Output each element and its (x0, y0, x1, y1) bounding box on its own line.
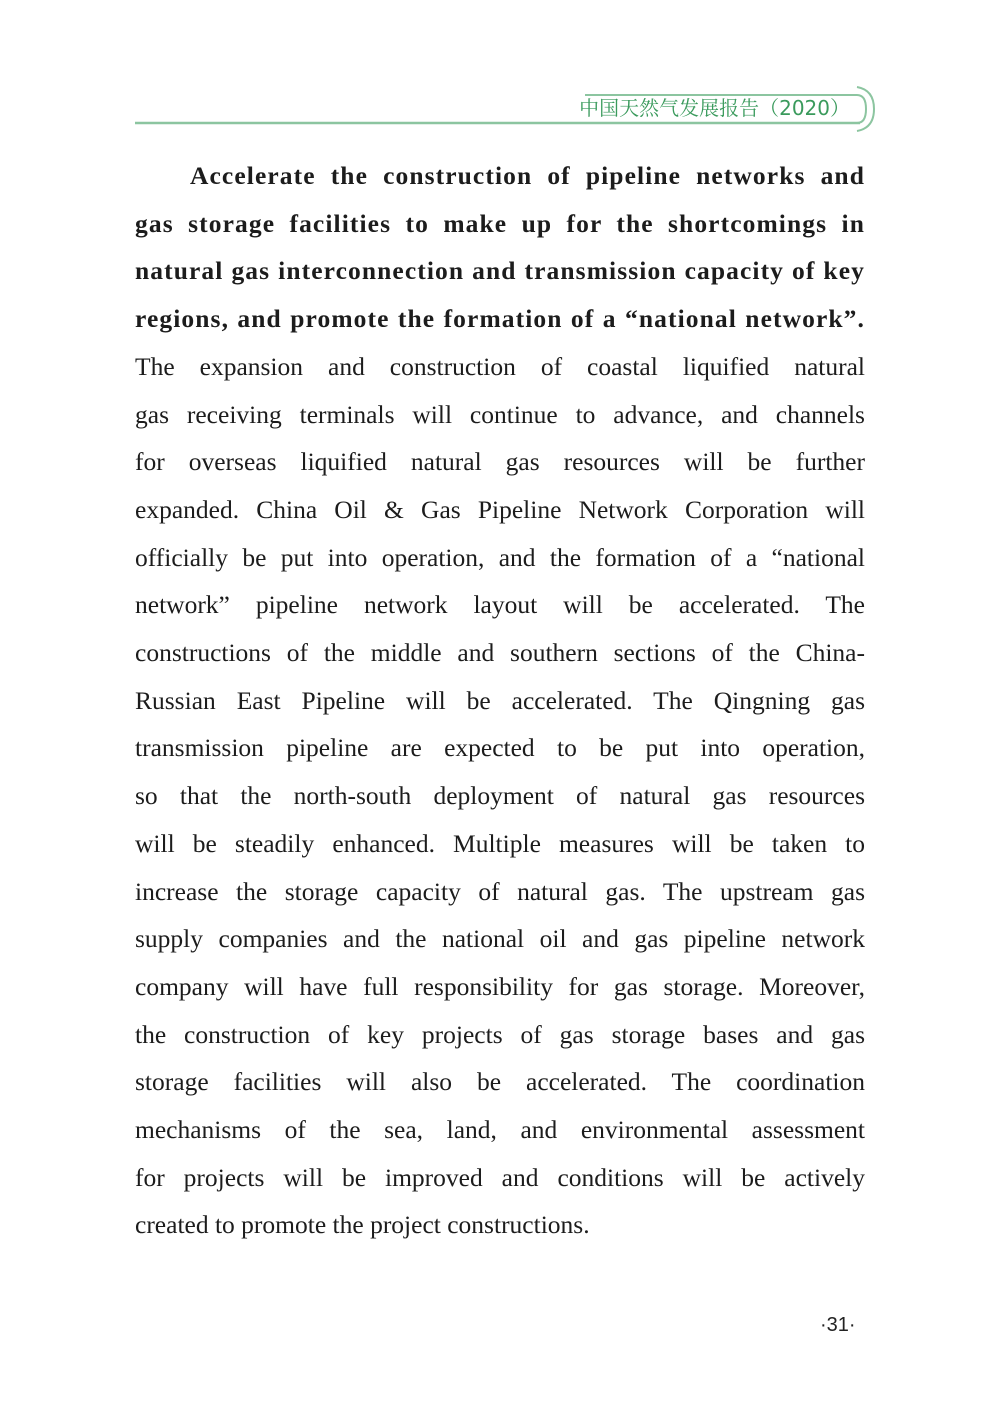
running-header (0, 0, 1000, 140)
lead-sentence-line: natural gas interconnection and transmission capacity of key (135, 256, 865, 286)
text-line: Russian East Pipeline will be accelerated. The Qingning gas (135, 685, 865, 715)
text-line: created to promote the project constructions. (135, 1210, 590, 1240)
body-paragraph (135, 152, 865, 1249)
text-line: supply companies and the national oil and gas pipeline network (135, 924, 865, 954)
text-line: storage facilities will also be accelerated. The coordination (135, 1067, 865, 1097)
text-line: the construction of key projects of gas storage bases and gas (135, 1019, 865, 1049)
text-line: mechanisms of the sea, land, and environmental assessment (135, 1115, 865, 1145)
text-line: transmission pipeline are expected to be put into operation, (135, 733, 865, 763)
page-number: ·31· (820, 1314, 856, 1336)
text-line: for projects will be improved and conditions will be actively (135, 1162, 865, 1192)
header-decoration-icon (0, 0, 1000, 140)
text-line: officially be put into operation, and the formation of a “national (135, 542, 865, 572)
lead-sentence-line: regions, and promote the formation of a “national network”. (135, 304, 865, 334)
text-line: company will have full responsibility for gas storage. Moreover, (135, 971, 865, 1001)
text-line: increase the storage capacity of natural gas. The upstream gas (135, 876, 865, 906)
text-line: expanded. China Oil & Gas Pipeline Network Corporation will (135, 494, 865, 524)
report-title: 中国天然气发展报告（2020） (579, 96, 850, 120)
lead-sentence-line: Accelerate the construction of pipeline networks and (190, 161, 865, 190)
text-line: so that the north-south deployment of natural gas resources (135, 781, 865, 811)
text-line: constructions of the middle and southern sections of the China- (135, 638, 865, 668)
text-line: The expansion and construction of coastal liquified natural (135, 351, 865, 381)
text-line: will be steadily enhanced. Multiple measures will be taken to (135, 828, 865, 858)
text-line: for overseas liquified natural gas resources will be further (135, 447, 865, 477)
text-line: gas receiving terminals will continue to advance, and channels (135, 399, 865, 429)
lead-sentence-line: gas storage facilities to make up for the shortcomings in (135, 208, 865, 238)
text-line: network” pipeline network layout will be accelerated. The (135, 590, 865, 620)
